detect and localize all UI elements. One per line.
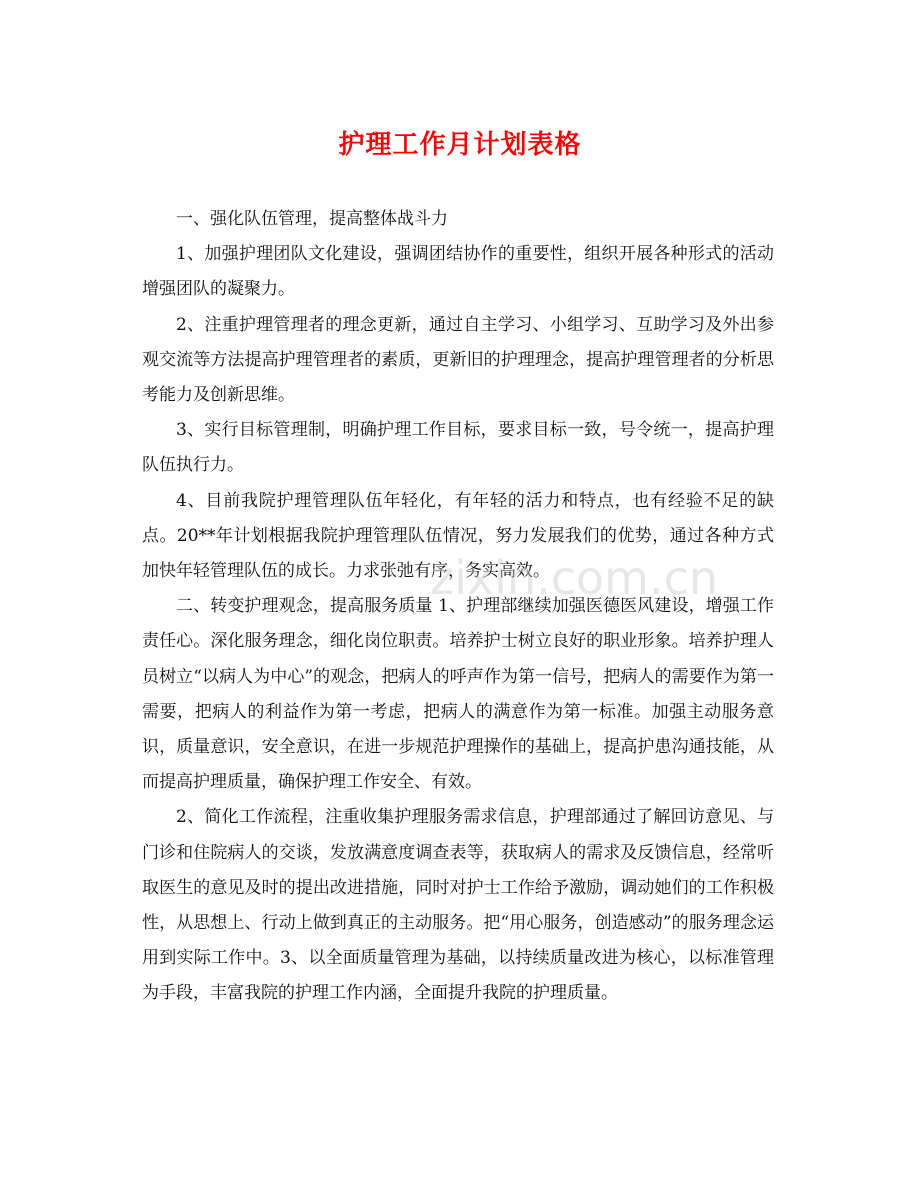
paragraph-6: 2、简化工作流程，注重收集护理服务需求信息，护理部通过了解回访意见、与门诊和住院病人的交谈，发放满意度调查表等，获取病人的需求及反馈信息，经常听取医生的意见及时的提出改进措施，同时对护士工作给予激励，调动她们的工作积极性，从思想上、行动上做到真正的主动服务。把“用心服务，创造感动”的服务理念运用到实际工作中。3、以全面质量管理为基础，以持续质量改进为核心，以标准管理为手段，丰富我院的护理工作内涵，全面提升我院的护理质量。 (142, 807, 774, 1004)
paragraph-2: 2、注重护理管理者的理念更新，通过自主学习、小组学习、互助学习及外出参观交流等方法提高护理管理者的素质，更新旧的护理理念，提高护理管理者的分析思考能力及创新思维。 (142, 314, 774, 406)
document-body (142, 202, 774, 1012)
paragraph-4: 4、目前我院护理管理队伍年轻化，有年轻的活力和特点，也有经验不足的缺点。20**年计划根据我院护理管理队伍情况，努力发展我们的优势，通过各种方式加快年轻管理队伍的成长。力求张弛有序，务实高效。 (142, 490, 774, 582)
section-heading-1: 一、强化队伍管理，提高整体战斗力 (176, 209, 448, 229)
document-title: 护理工作月计划表格 (338, 130, 582, 160)
paragraph-1: 1、加强护理团队文化建设，强调团结协作的重要性，组织开展各种形式的活动增强团队的凝聚力。 (142, 244, 774, 300)
watermark: zixin.com.cn (430, 551, 719, 605)
paragraph-3: 3、实行目标管理制，明确护理工作目标，要求目标一致，号令统一，提高护理队伍执行力。 (142, 420, 774, 476)
section-heading-2-paragraph: 二、转变护理观念，提高服务质量 1、护理部继续加强医德医风建设，增强工作责任心。深化服务理念，细化岗位职责。培养护士树立良好的职业形象。培养护理人员树立“以病人为中心”的观念，把病人的呼声作为第一信号，把病人的需要作为第一需要，把病人的利益作为第一考虑，把病人的满意作为第一标准。加强主动服务意识，质量意识，安全意识，在进一步规范护理操作的基础上，提高护患沟通技能，从而提高护理质量，确保护理工作安全、有效。 (142, 596, 774, 793)
